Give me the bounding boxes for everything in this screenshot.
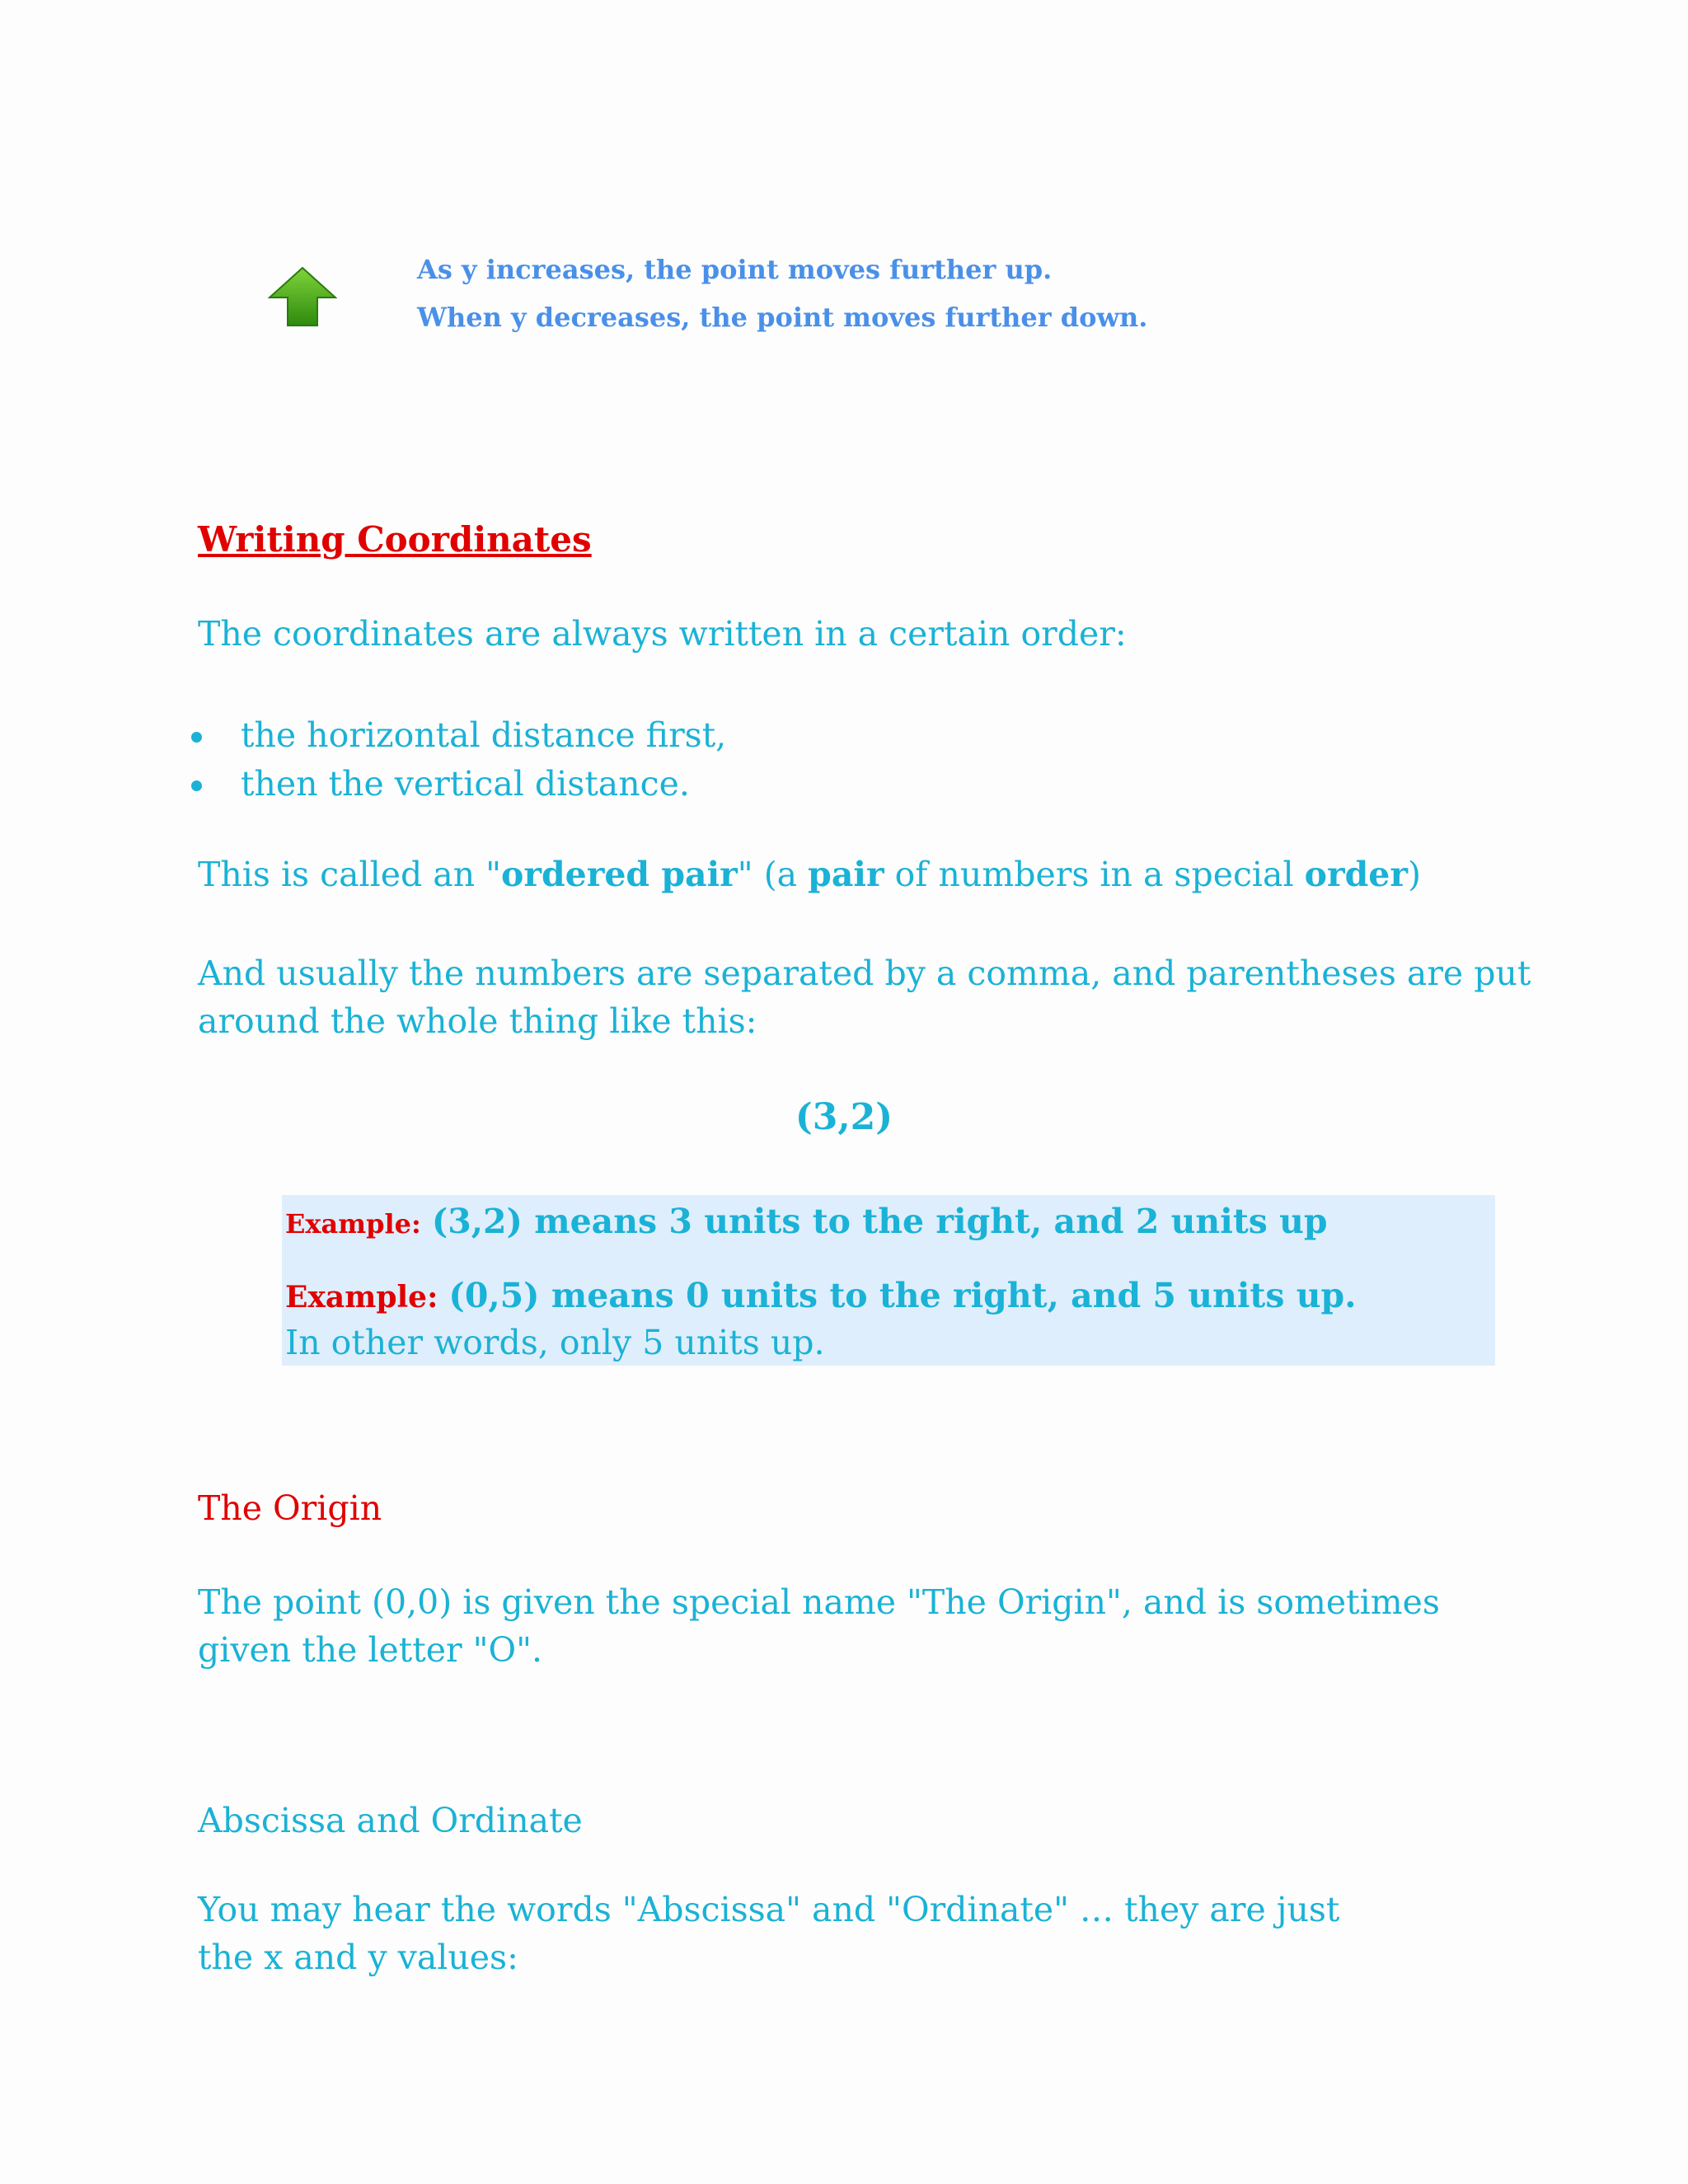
origin-heading: The Origin <box>198 1488 382 1528</box>
bullet-icon <box>191 732 202 743</box>
origin-text-line-2: given the letter "O". <box>198 1630 542 1670</box>
bullet-item: the horizontal distance first, <box>241 715 727 755</box>
writing-coordinates-heading: Writing Coordinates <box>198 519 592 560</box>
origin-text-line-1: The point (0,0) is given the special name "The Origin", and is sometimes <box>198 1582 1440 1622</box>
separator-text-line-1: And usually the numbers are separated by a comma, and parentheses are put <box>198 954 1531 993</box>
example-2 <box>285 1272 1356 1321</box>
note-line-2: When y decreases, the point moves further down. <box>417 302 1148 333</box>
ordered-pair-text <box>198 851 1421 898</box>
text-fragment: ) <box>1407 855 1421 894</box>
example-2-note: In other words, only 5 units up. <box>285 1323 825 1362</box>
abscissa-text-line-1: You may hear the words "Abscissa" and "Ordinate" … they are just <box>198 1890 1340 1929</box>
green-up-arrow-icon <box>268 266 337 327</box>
pair-term: pair <box>808 855 884 894</box>
note-line-1: As y increases, the point moves further up. <box>417 254 1053 285</box>
example-text: (3,2) means 3 units to the right, and 2 units up <box>431 1202 1328 1241</box>
bullet-icon <box>191 780 202 791</box>
abscissa-heading: Abscissa and Ordinate <box>198 1801 583 1840</box>
example-label: Example: <box>285 1208 421 1240</box>
example-text: (0,5) means 0 units to the right, and 5 units up. <box>448 1276 1357 1315</box>
text-fragment: This is called an " <box>198 855 502 894</box>
example-label: Example: <box>285 1280 438 1315</box>
text-fragment: " (a <box>737 855 809 894</box>
example-1 <box>285 1197 1328 1248</box>
bullet-item: then the vertical distance. <box>241 764 690 804</box>
order-term: order <box>1304 855 1408 894</box>
intro-text: The coordinates are always written in a certain order: <box>198 614 1127 654</box>
ordered-pair-term: ordered pair <box>501 855 738 894</box>
separator-text-line-2: around the whole thing like this: <box>198 1001 757 1041</box>
text-fragment: of numbers in a special <box>884 855 1305 894</box>
abscissa-text-line-2: the x and y values: <box>198 1938 518 1977</box>
center-example-pair: (3,2) <box>795 1096 893 1138</box>
